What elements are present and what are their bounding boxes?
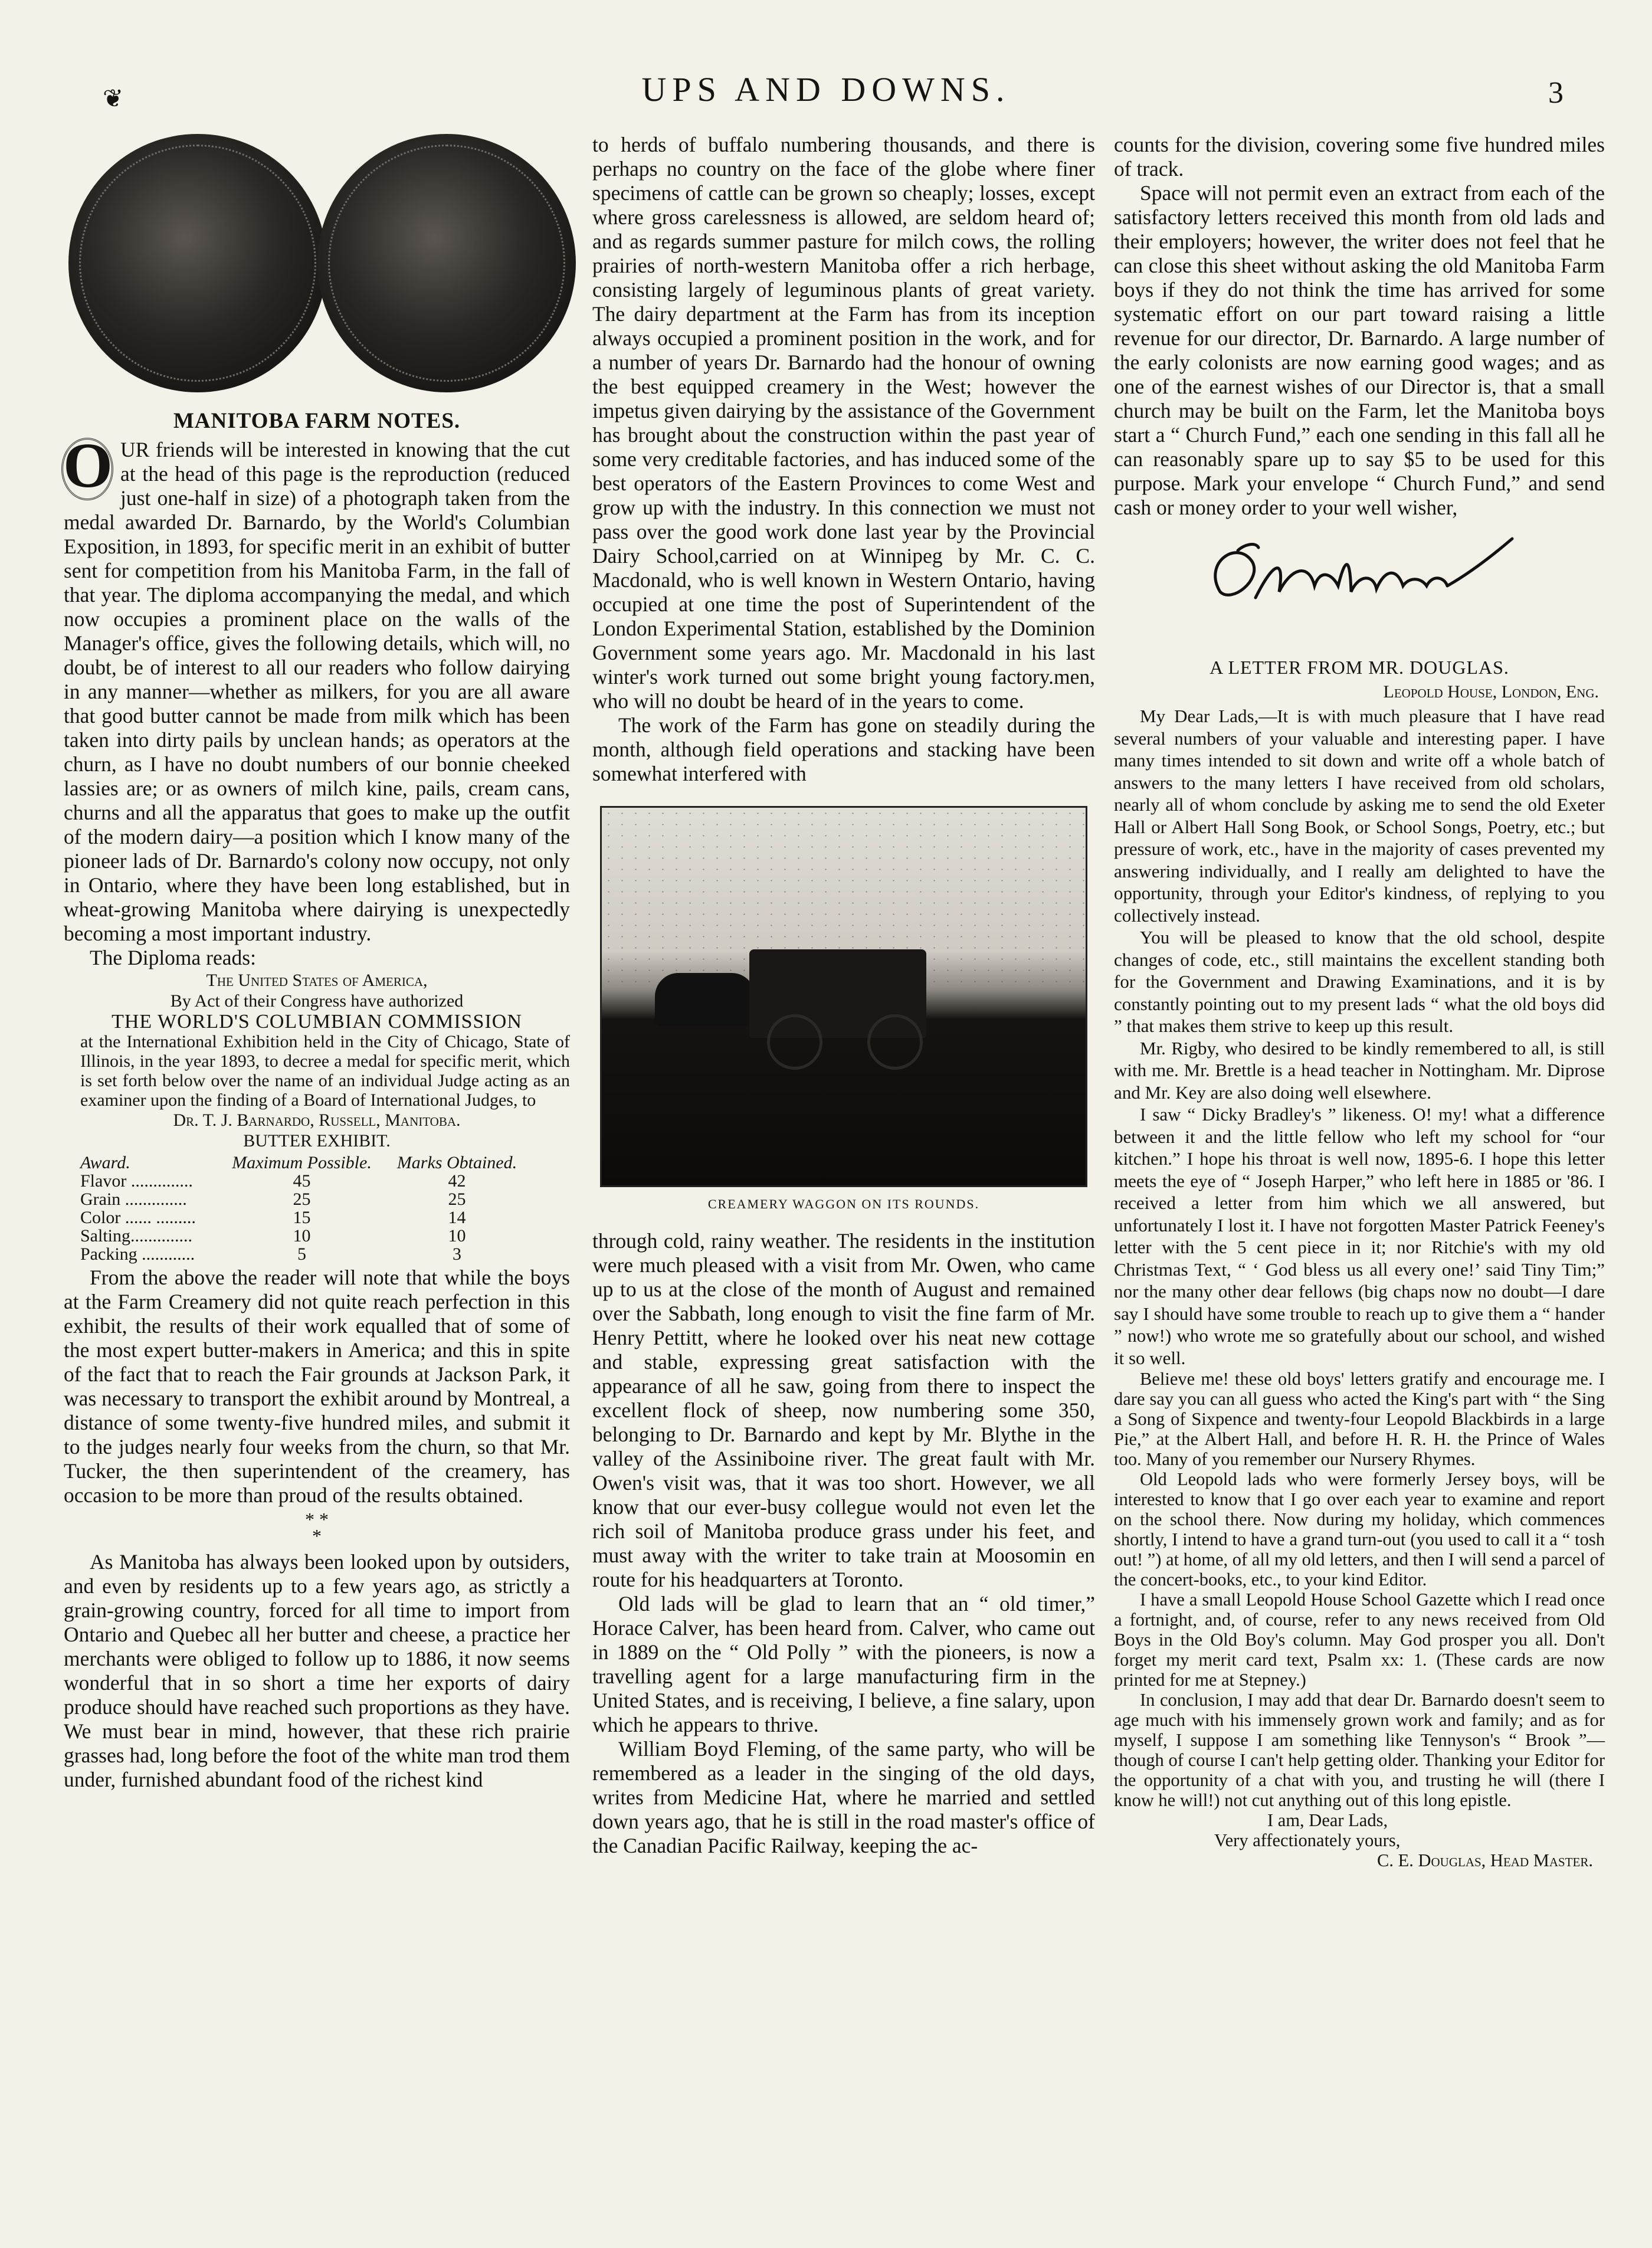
diploma-body: at the International Exhibition held in the City of Chicago, State of Illinois, in the year 1893, to decree a medal for specific merit, which is set forth below over the name of an individual Judge acting as an examiner upon the finding of a Board of International Judges, to xyxy=(80,1032,570,1110)
article-paragraph: to herds of buffalo numbering thousands, and there is perhaps no country on the face of the globe where finer specimens of cattle can be grown so cheaply; losses, except where gross carelessness is allowed, are seldom heard of; and as regards summer pasture for milch cows, the rolling prairies of north-western Manitoba offer a rich herbage, consisting largely of leguminous plants of great variety. The dairy department at the Farm has from its inception always occupied a prominent position in the work, and for a number of years Dr. Barnardo had the honour of owning the best equipped creamery in the West; however the impetus given dairying by the assistance of the Government has brought about the construction within the past year of some very creditable factories, and has induced some of the best operators of the Eastern Provinces to come West and grow up with the industry. In this connection we must not pass over the good work done last year by the Provincial Dairy School,carried on at Winnipeg by Mr. C. C. Macdonald, who is well known in Western Ontario, having occupied at one time the post of Superintendent of the London Experimental Station, established by the Dominion Government some years ago. Mr. Macdonald in his last winter's work turned out some bright young factory.men, who will no doubt be heard of in the years to come. xyxy=(592,133,1095,713)
column-2 xyxy=(592,133,1095,1858)
drop-cap: O xyxy=(61,438,113,500)
creamery-waggon-photo xyxy=(600,806,1087,1187)
medal-reverse-image xyxy=(317,134,576,392)
award-max: 5 xyxy=(297,1244,307,1264)
award-obtained: 25 xyxy=(448,1189,466,1209)
letter-body-continued xyxy=(1114,1369,1605,1870)
column-1 xyxy=(64,133,570,1792)
diploma-heading: THE WORLD'S COLUMBIAN COMMISSION xyxy=(112,1011,522,1033)
diploma-line: The United States of America, xyxy=(206,971,428,990)
letter-paragraph: You will be pleased to know that the old school, despite changes of code, etc., still maintains the excellent standing both for the Government and Drawing Examinations, and it is by constantly pointing out to my present lads “ what the old boys did ” that makes them strive to keep up this result. xyxy=(1114,927,1605,1036)
award-max: 15 xyxy=(293,1208,311,1227)
award-name: Flavor .............. xyxy=(80,1171,193,1191)
header-maximum: Maximum Possible. xyxy=(232,1153,372,1172)
diploma-text xyxy=(64,970,570,1263)
diploma-recipient: Dr. T. J. Barnardo, Russell, Manitoba. xyxy=(173,1110,461,1130)
award-name: Salting.............. xyxy=(80,1226,193,1246)
section-divider: * * * xyxy=(305,1509,329,1546)
letter-paragraph: My Dear Lads,—It is with much pleasure that I have read several numbers of your valuable and interesting paper. I have many times intended to sit down and write off a whole batch of answers to the many letters I have received from old scholars, nearly all of whom conclude by asking me to send the old Exeter Hall or Albert Hall Song Book, or School Songs, Poetry, etc.; but pressure of work, etc., have in the majority of cases prevented my answering individually, and I really am delighted to have the opportunity, through your Editor's kindness, of replying to you collectively instead. xyxy=(1114,706,1605,926)
running-title: UPS AND DOWNS. xyxy=(641,70,1011,109)
diploma-exhibit: BUTTER EXHIBIT. xyxy=(243,1131,391,1151)
letter-paragraph: Old Leopold lads who were formerly Jersey boys, will be interested to know that I go over each year to examine and report on the school there. Now during my holiday, which commences shortly, I intend to have a grand turn-out (you used to call it a “ tosh out! ”) at home, of all my old letters, and then I will send a parcel of the concert-books, etc., to your kind Editor. xyxy=(1114,1469,1605,1590)
award-obtained: 14 xyxy=(448,1208,466,1227)
table-row xyxy=(80,1245,529,1263)
article-paragraph: The Diploma reads: xyxy=(90,946,256,969)
page-number: 3 xyxy=(1548,76,1564,110)
wheel-figure xyxy=(767,1014,822,1070)
closing-line: Very affectionately yours, xyxy=(1214,1830,1401,1850)
award-max: 45 xyxy=(293,1171,311,1191)
letter-title: A LETTER FROM MR. DOUGLAS. xyxy=(1210,657,1509,678)
header-marks: Marks Obtained. xyxy=(396,1153,517,1172)
letter-paragraph: I saw “ Dicky Bradley's ” likeness. O! my! what a difference between it and the little fellow who left my school for “our kitchen.” I hope his throat is well now, 1895-6. I hope this letter meets the eye of “ Joseph Harper,” who left here in 1885 or '86. I received a letter from him which we all answered, but unfortunately I lost it. I have not forgotten Master Patrick Feeney's letter with the 5 cent piece in it; nor Ritchie's with my old Christmas Text, “ ‘ God bless us all every one!’ said Tiny Tim;” nor the many other dear fellows (big chaps now no doubt—I dare say I should have some trouble to reach up to give them a “ hander ” now!) who wrote me so gratefully about our school, and wished it so well. xyxy=(1114,1104,1605,1368)
medal-obverse-image xyxy=(68,134,327,392)
closing-line: I am, Dear Lads, xyxy=(1267,1810,1388,1830)
award-table xyxy=(80,1154,529,1263)
letter-paragraph: Mr. Rigby, who desired to be kindly remembered to all, is still with me. Mr. Brettle is a head teacher in Nottingham. Mr. Diprose and Mr. Key are also doing well elsewhere. xyxy=(1114,1037,1605,1103)
column-3 xyxy=(1114,133,1605,1870)
letter-signoff: C. E. Douglas, Head Master. xyxy=(1377,1850,1593,1870)
table-row xyxy=(80,1190,529,1208)
letter-body xyxy=(1114,705,1605,1369)
signature-scribble xyxy=(1197,527,1515,633)
award-obtained: 42 xyxy=(448,1171,466,1191)
article-paragraph: counts for the division, covering some five hundred miles of track. xyxy=(1114,133,1605,181)
header-award: Award. xyxy=(80,1153,130,1172)
award-max: 10 xyxy=(293,1226,311,1246)
award-name: Grain .............. xyxy=(80,1189,187,1209)
section-title: MANITOBA FARM NOTES. xyxy=(173,409,461,433)
table-row xyxy=(80,1227,529,1245)
letter-closing xyxy=(1114,1810,1605,1870)
article-paragraph: O UR friends will be interested in knowing that the cut at the head of this page is the reproduction (reduced just one-half in size) of a photograph taken from the medal awarded Dr. Barnardo, by the World's Columbian Exposition, in 1893, for specific merit in an exhibit of butter sent for competition from his Manitoba Farm, in the fall of that year. The diploma accompanying the medal, and which now occupies a prominent place on the walls of the Manager's office, gives the following details, which will, no doubt, be of interest to all our readers who follow dairying in any manner—whether as milkers, for you are all aware that good butter cannot be made from milk which has been taken into dirty pails by unclean hands; as operators at the churn, as I have no doubt numbers of our bonnie cheeked lassies are; or as owners of milch kine, pails, cream cans, churns and all the apparatus that goes to make up the outfit of the modern dairy—a position which I know many of the pioneer lads of Dr. Barnardo's colony now occupy, not only in Ontario, where they have been long established, but in wheat-growing Manitoba where dairying is unexpectedly becoming a most important industry. xyxy=(64,438,570,946)
table-row xyxy=(80,1172,529,1190)
article-paragraph: The work of the Farm has gone on steadily during the month, although field operations and stacking have been somewhat interfered with xyxy=(592,713,1095,785)
horse-figure xyxy=(655,973,755,1026)
award-max: 25 xyxy=(293,1189,311,1209)
article-paragraph: From the above the reader will note that while the boys at the Farm Creamery did not quite reach perfection in this exhibit, the results of their work equalled that of some of the most expert butter-makers in America; and this in spite of the fact that to reach the Fair grounds at Jackson Park, it was necessary to transport the exhibit around by Montreal, a distance of some twenty-five hundred miles, and submit it to the judges nearly four weeks from the churn, so that Mr. Tucker, the then superintendent of the creamery, has occasion to be more than proud of the results obtained. xyxy=(64,1266,570,1507)
medal-images xyxy=(64,133,570,409)
wheel-figure xyxy=(867,1014,923,1070)
letter-paragraph: I have a small Leopold House School Gazette which I read once a fortnight, and, of course, refer to any news received from Old Boys in the Old Boy's column. May God prosper you all. Don't forget my merit card text, Psalm xx: 1. (These cards are now printed for me at Stepney.) xyxy=(1114,1590,1605,1690)
award-obtained: 10 xyxy=(448,1226,466,1246)
table-row xyxy=(80,1208,529,1227)
award-name: Color ...... ......... xyxy=(80,1208,196,1227)
article-paragraph: Space will not permit even an extract from each of the satisfactory letters received this month from old lads and their employers; however, the writer does not feel that he can close this sheet without asking the old Manitoba Farm boys if they do not think the time has arrived for some systematic effort on our part toward raising a little revenue for our director, Dr. Barnardo. A large number of the early colonists are now earning good wages; and as one of the earnest wishes of our Director is, that a small church may be built on the Farm, let the Manitoba boys start a “ Church Fund,” each one sending in this fall all he can reasonably spare up to say $5 to be used for this purpose. Mark your envelope “ Church Fund,” and send cash or money order to your well wisher, xyxy=(1114,181,1605,519)
letter-address: Leopold House, London, Eng. xyxy=(1383,682,1599,702)
article-paragraph: through cold, rainy weather. The residents in the institution were much pleased with a visit from Mr. Owen, who came up to us at the close of the month of August and remained over the Sabbath, long enough to visit the fine farm of Mr. Henry Pettitt, where he looked over his neat new cottage and stable, expressing great satisfaction with the appearance of all he saw, going from there to inspect the excellent flock of sheep, now numbering some 350, belonging to Dr. Barnardo and kept by Mr. Blythe in the valley of the Assiniboine river. The great fault with Mr. Owen's visit was, that it was too short. However, we all know that our ever-busy collegue would not even let the rich soil of Manitoba produce grass under his feet, and must away with the writer to take train at Moosomin en route for his headquarters at Toronto. xyxy=(592,1229,1095,1591)
photo-caption: CREAMERY WAGGON ON ITS ROUNDS. xyxy=(707,1197,980,1211)
signature-image xyxy=(1114,527,1605,639)
letter-paragraph: Believe me! these old boys' letters gratify and encourage me. I dare say you can all guess who acted the King's part with “ the Sing a Song of Sixpence and twenty-four Leopold Blackbirds in a large Pie,” at the Albert Hall, and before H. R. H. the Prince of Wales too. Many of you remember our Nursery Rhymes. xyxy=(1114,1369,1605,1469)
award-name: Packing ............ xyxy=(80,1244,195,1264)
header-ornament: ❦ xyxy=(103,86,124,113)
article-paragraph: As Manitoba has always been looked upon by outsiders, and even by residents up to a few years ago, as strictly a grain-growing country, forced for all time to import from Ontario and Quebec all her butter and cheese, a practice her merchants were obliged to follow up to 1886, it now seems wonderful that in so short a time her exports of dairy produce should have reached such proportions as they have. We must bear in mind, however, that these rich prairie grasses had, long before the foot of the white man trod them under, furnished abundant food of the richest kind xyxy=(64,1550,570,1791)
award-table-header xyxy=(80,1154,529,1172)
award-obtained: 3 xyxy=(452,1244,461,1264)
letter-paragraph: In conclusion, I may add that dear Dr. Barnardo doesn't seem to age much with his immensely grown work and family; and as for myself, I suppose I am something like Tennyson's “ Brook ”—though of course I can't help getting older. Thanking your Editor for the opportunity of a chat with you, and trusting he will (there I know he will!) not cut anything out of this long epistle. xyxy=(1114,1690,1605,1810)
article-paragraph: Old lads will be glad to learn that an “ old timer,” Horace Calver, has been heard from. Calver, who came out in 1889 on the “ Old Polly ” with the pioneers, is now a travelling agent for a large manufacturing firm in the United States, and is receiving, I believe, a fine salary, upon which he appears to thrive. xyxy=(592,1592,1095,1736)
article-paragraph: William Boyd Fleming, of the same party, who will be remembered as a leader in the singing of the old days, writes from Medicine Hat, where he married and settled down years ago, that he is still in the road master's office of the Canadian Pacific Railway, keeping the ac- xyxy=(592,1737,1095,1857)
diploma-line: By Act of their Congress have authorized xyxy=(170,991,464,1011)
